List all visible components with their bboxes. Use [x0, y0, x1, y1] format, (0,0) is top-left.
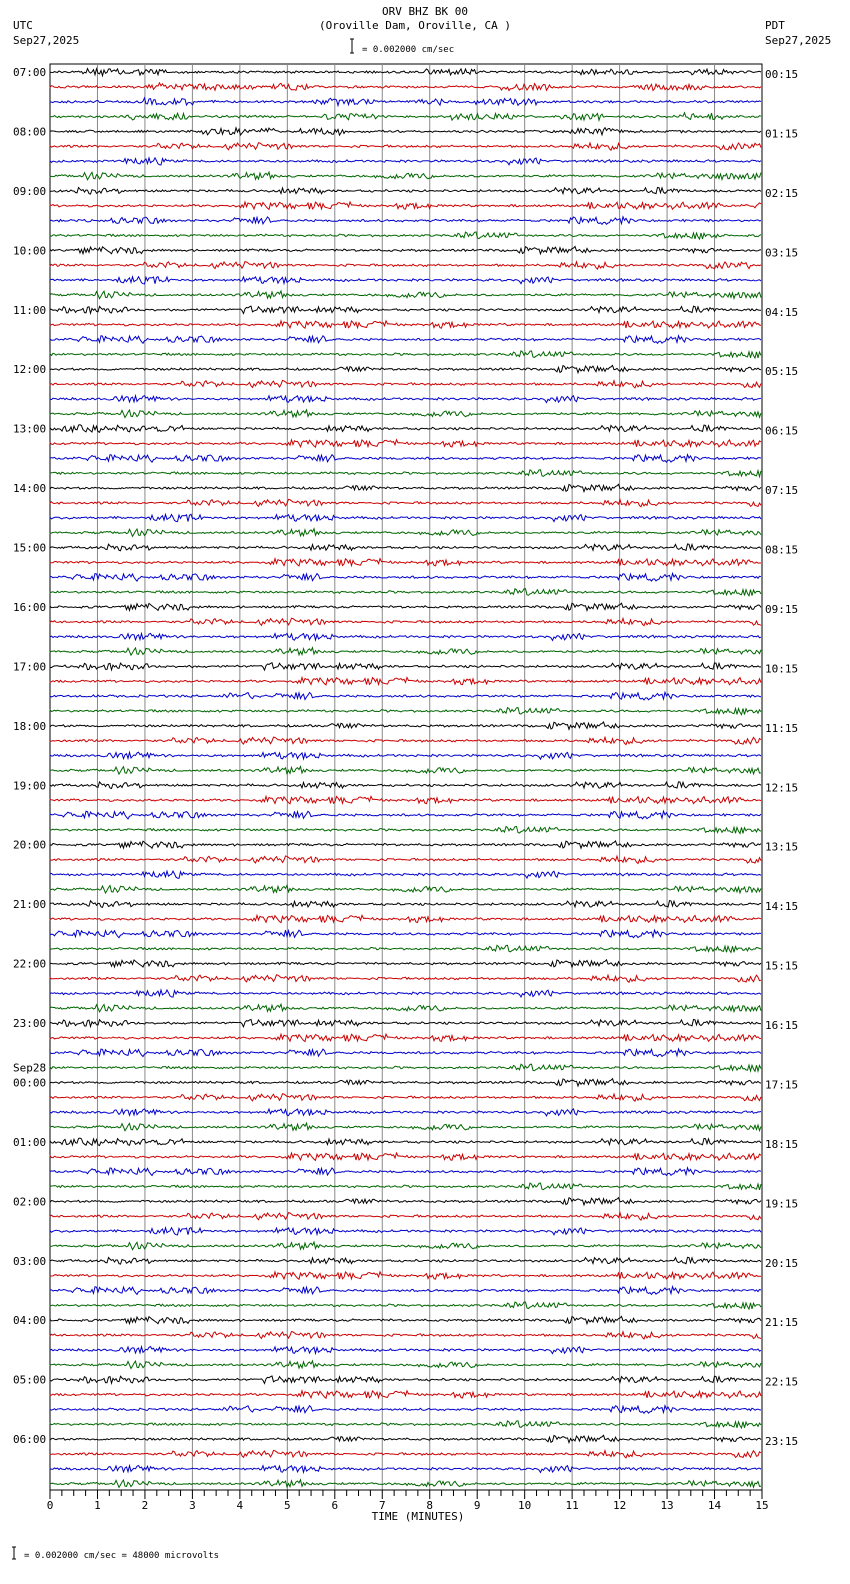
x-tick-label: 15: [755, 1499, 769, 1512]
seismic-trace: [50, 128, 761, 135]
left-hour-label: 00:00: [13, 1076, 47, 1090]
left-hour-label: 18:00: [13, 719, 47, 733]
station-location: (Oroville Dam, Oroville, CA ): [318, 19, 512, 32]
seismic-trace: [50, 633, 761, 640]
seismic-trace: [50, 841, 761, 848]
left-hour-label: 07:00: [13, 66, 47, 79]
seismic-trace: [50, 425, 761, 433]
footer-scale-text: = 0.002000 cm/sec = 48000 microvolts: [24, 1551, 220, 1561]
left-date: Sep27,2025: [13, 34, 80, 47]
seismic-trace: [50, 930, 761, 938]
seismic-trace: [50, 856, 761, 864]
right-hour-label: 12:15: [765, 781, 799, 795]
seismic-trace: [50, 1376, 761, 1383]
seismic-trace: [50, 767, 761, 775]
seismic-trace: [50, 990, 761, 997]
seismic-trace: [50, 277, 761, 284]
seismic-trace: [50, 1109, 761, 1116]
seismic-trace: [50, 380, 761, 388]
seismic-trace: [50, 678, 761, 685]
seismic-trace: [50, 885, 761, 893]
seismic-trace: [50, 663, 761, 670]
seismic-trace: [50, 514, 761, 521]
left-hour-label: 22:00: [13, 957, 47, 971]
right-hour-label: 01:15: [765, 127, 799, 141]
traces: [50, 69, 761, 1488]
seismic-trace: [50, 470, 761, 477]
left-hour-label: 17:00: [13, 660, 47, 674]
left-hour-label: 03:00: [13, 1254, 47, 1268]
seismic-trace: [50, 306, 761, 313]
date-change-label: Sep28: [13, 1061, 47, 1075]
seismic-trace: [50, 1361, 761, 1369]
seismic-trace: [50, 484, 761, 491]
seismic-trace: [50, 1287, 761, 1295]
seismic-trace: [50, 1406, 761, 1414]
x-tick-label: 12: [612, 1499, 627, 1512]
seismic-trace: [50, 648, 761, 656]
x-tick-label: 8: [426, 1499, 434, 1512]
left-hour-label: 06:00: [13, 1433, 47, 1447]
seismic-trace: [50, 440, 761, 447]
x-tick-label: 11: [565, 1499, 579, 1512]
right-hour-label: 17:15: [765, 1078, 799, 1092]
station-title: ORV BHZ BK 00: [381, 5, 469, 18]
right-hour-label: 23:15: [765, 1435, 799, 1449]
right-hour-label: 14:15: [765, 900, 799, 914]
right-hour-label: 02:15: [765, 186, 799, 200]
left-hour-label: 10:00: [13, 244, 47, 258]
right-hour-label: 04:15: [765, 305, 799, 319]
seismic-trace: [50, 559, 761, 566]
seismic-trace: [50, 871, 761, 878]
right-hour-label: 05:15: [765, 365, 799, 379]
right-hour-label: 11:15: [765, 721, 799, 735]
x-tick-label: 14: [707, 1499, 722, 1512]
seismic-trace: [50, 737, 761, 745]
right-hour-label: 16:15: [765, 1019, 799, 1033]
seismic-trace: [50, 692, 761, 700]
x-tick-label: 6: [331, 1499, 339, 1512]
seismic-trace: [50, 247, 761, 254]
seismic-trace: [50, 708, 761, 715]
right-hour-label: 08:15: [765, 543, 799, 557]
x-tick-label: 2: [141, 1499, 149, 1512]
seismic-trace: [50, 1168, 761, 1176]
right-hour-label: 03:15: [765, 246, 799, 260]
seismic-trace: [50, 321, 761, 328]
x-axis-label: TIME (MINUTES): [371, 1510, 465, 1523]
seismic-trace: [50, 782, 761, 789]
seismic-trace: [50, 187, 761, 194]
seismic-trace: [50, 618, 761, 626]
seismic-trace: [50, 1257, 761, 1264]
seismic-trace: [50, 113, 761, 120]
seismic-trace: [50, 529, 761, 537]
seismic-trace: [50, 1213, 761, 1221]
left-hour-label: 13:00: [13, 422, 47, 436]
seismic-trace: [50, 98, 761, 106]
x-tick-label: 13: [660, 1499, 674, 1512]
seismic-trace: [50, 1242, 761, 1250]
seismic-trace: [50, 901, 761, 908]
seismic-trace: [50, 1004, 761, 1012]
seismic-trace: [50, 1421, 761, 1428]
seismic-trace: [50, 202, 761, 209]
scale-text: = 0.002000 cm/sec: [362, 45, 455, 55]
seismic-trace: [50, 1019, 761, 1026]
right-hour-label: 18:15: [765, 1137, 799, 1151]
seismic-trace: [50, 143, 761, 151]
left-hour-label: 02:00: [13, 1195, 47, 1209]
seismic-trace: [50, 1064, 761, 1071]
seismic-trace: [50, 544, 761, 551]
left-hour-label: 01:00: [13, 1135, 47, 1149]
seismic-trace: [50, 1123, 761, 1131]
left-timezone: UTC: [13, 19, 33, 32]
seismic-trace: [50, 1094, 761, 1102]
seismic-trace: [50, 499, 761, 507]
left-hour-label: 14:00: [13, 482, 47, 496]
seismic-trace: [50, 396, 761, 403]
seismic-trace: [50, 811, 761, 819]
seismic-trace: [50, 573, 761, 581]
x-tick-label: 3: [189, 1499, 196, 1512]
left-hour-label: 19:00: [13, 779, 47, 793]
seismic-trace: [50, 83, 761, 91]
seismic-trace: [50, 1138, 761, 1146]
seismic-trace: [50, 1049, 761, 1057]
seismic-trace: [50, 826, 761, 833]
seismic-trace: [50, 603, 761, 610]
left-hour-label: 09:00: [13, 184, 47, 198]
seismic-trace: [50, 1332, 761, 1340]
x-tick-label: 9: [473, 1499, 481, 1512]
x-tick-label: 7: [378, 1499, 386, 1512]
right-hour-label: 13:15: [765, 840, 799, 854]
right-hour-label: 15:15: [765, 959, 799, 973]
seismic-trace: [50, 1391, 761, 1398]
seismic-trace: [50, 336, 761, 344]
left-hour-label: 12:00: [13, 363, 47, 377]
right-hour-label: 21:15: [765, 1316, 799, 1330]
left-hour-label: 08:00: [13, 125, 47, 139]
seismic-trace: [50, 1198, 761, 1205]
left-hour-label: 20:00: [13, 838, 47, 852]
right-hour-label: 19:15: [765, 1197, 799, 1211]
seismic-trace: [50, 291, 761, 299]
scale-bar-icon: [350, 39, 354, 53]
x-tick-label: 0: [46, 1499, 54, 1512]
seismic-trace: [50, 796, 761, 803]
left-hour-label: 11:00: [13, 303, 47, 317]
seismic-trace: [50, 410, 761, 418]
seismic-trace: [50, 945, 761, 952]
footer-scale-bar-icon: [12, 1547, 16, 1559]
seismic-trace: [50, 1480, 761, 1488]
right-hour-label: 10:15: [765, 662, 799, 676]
seismic-trace: [50, 1316, 761, 1323]
seismic-trace: [50, 1450, 761, 1458]
seismic-trace: [50, 158, 761, 165]
seismic-trace: [50, 1466, 761, 1473]
x-tick-label: 4: [236, 1499, 244, 1512]
seismic-trace: [50, 351, 761, 358]
seismic-trace: [50, 172, 761, 180]
seismic-trace: [50, 217, 761, 225]
left-hour-label: 15:00: [13, 541, 47, 555]
seismic-trace: [50, 1302, 761, 1309]
seismic-trace: [50, 589, 761, 596]
x-tick-label: 5: [284, 1499, 291, 1512]
x-axis: [47, 1490, 769, 1512]
seismic-trace: [50, 722, 761, 729]
right-hour-label: 09:15: [765, 602, 799, 616]
seismic-trace: [50, 1079, 761, 1086]
seismic-trace: [50, 1272, 761, 1279]
seismic-trace: [50, 915, 761, 922]
right-hour-label: 06:15: [765, 424, 799, 438]
seismic-trace: [50, 1435, 761, 1442]
left-hour-label: 04:00: [13, 1314, 47, 1328]
seismic-trace: [50, 69, 761, 76]
seismic-trace: [50, 975, 761, 983]
seismic-trace: [50, 232, 761, 239]
right-timezone: PDT: [765, 19, 785, 32]
x-tick-label: 1: [94, 1499, 101, 1512]
seismic-trace: [50, 1347, 761, 1354]
seismic-trace: [50, 1228, 761, 1235]
left-hour-label: 05:00: [13, 1373, 47, 1387]
left-hour-label: 16:00: [13, 600, 47, 614]
left-hour-label: 23:00: [13, 1017, 47, 1031]
seismic-trace: [50, 262, 761, 270]
right-hour-label: 00:15: [765, 68, 799, 81]
right-date: Sep27,2025: [765, 34, 832, 47]
seismic-trace: [50, 365, 761, 372]
right-hour-label: 22:15: [765, 1375, 799, 1389]
seismic-trace: [50, 455, 761, 463]
seismic-trace: [50, 1153, 761, 1160]
left-hour-label: 21:00: [13, 898, 47, 912]
seismic-trace: [50, 960, 761, 967]
seismic-trace: [50, 1183, 761, 1190]
seismic-trace: [50, 752, 761, 759]
right-hour-label: 20:15: [765, 1256, 799, 1270]
right-hour-label: 07:15: [765, 484, 799, 498]
seismic-trace: [50, 1034, 761, 1041]
x-tick-label: 10: [518, 1499, 532, 1512]
